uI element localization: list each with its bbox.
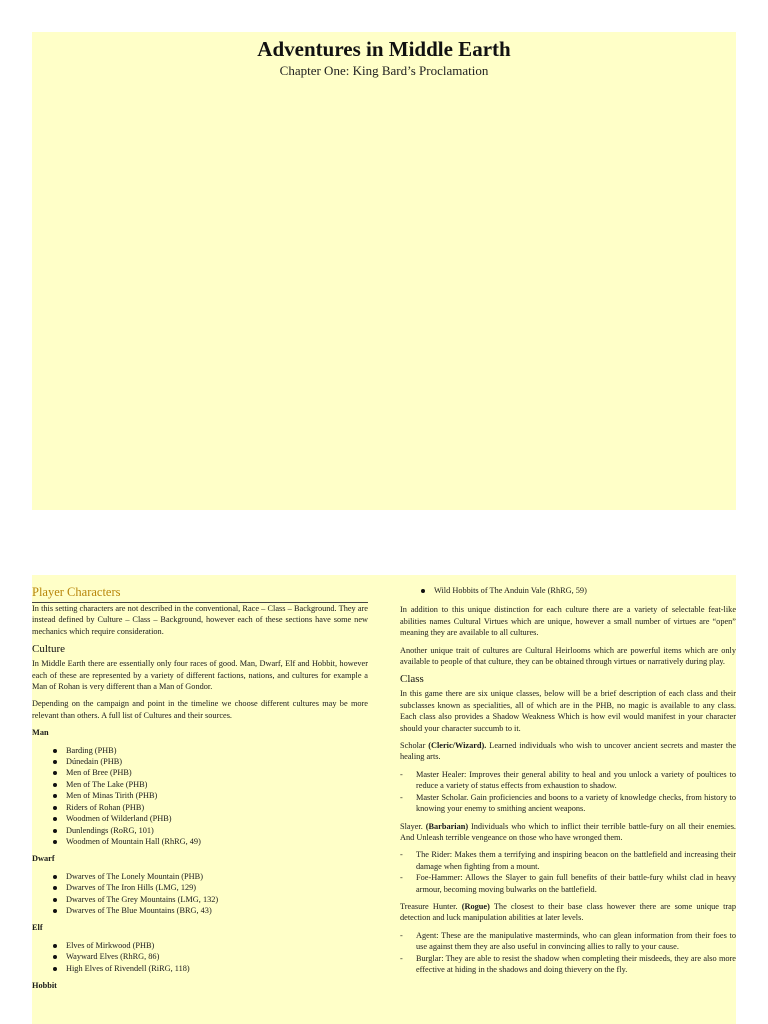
scholar-description: Learned individuals who wish to uncover ancient secrets and master the healing arts. — [400, 741, 736, 762]
list-item: Men of Bree (PHB) — [66, 767, 368, 778]
list-item: Dúnedain (PHB) — [66, 756, 368, 767]
list-item: - Master Scholar. Gain proficiencies and boons to a variety of knowledge checks, from history to knowing your enemy to smithing ancient weapons. — [416, 792, 736, 815]
list-item: Woodmen of Mountain Hall (RhRG, 49) — [66, 836, 368, 847]
list-item: - Agent: These are the manipulative masterminds, who can glean information from their foes to use against them they are also useful in convincing allies to rally to your cause. — [416, 930, 736, 953]
list-item: Dwarves of The Iron Hills (LMG, 129) — [66, 882, 368, 893]
treasure-hunter-paragraph — [400, 901, 736, 924]
slayer-paragraph — [400, 821, 736, 844]
list-item: - Foe-Hammer: Allows the Slayer to gain full benefits of their battle-fury whilst clad in heavy armour, becoming moving bulwarks on the battlefield. — [416, 872, 736, 895]
list-item: Wayward Elves (RhRG, 86) — [66, 951, 368, 962]
hobbit-culture-list — [400, 585, 736, 596]
treasure-hunter-class: (Rogue) — [461, 901, 490, 911]
list-item: Dunlendings (RoRG, 101) — [66, 825, 368, 836]
left-column — [32, 575, 368, 997]
scholar-paragraph — [400, 740, 736, 763]
man-label: Man — [32, 728, 49, 738]
slayer-name: Slayer. — [400, 821, 426, 831]
slayer-description: Individuals who which to inflict their terrible battle-fury on all their enemies. And Unleash terrible vengeance on those who have wronged them. — [400, 821, 736, 842]
slayer-class: (Barbarian) — [425, 821, 469, 831]
elf-label: Elf — [32, 923, 43, 933]
treasure-hunter-description: The closest to their base class however there are some unique trap detection and luck manipulation abilities at later levels. — [400, 901, 736, 923]
dwarf-label: Dwarf — [32, 854, 55, 864]
list-item: Elves of Mirkwood (PHB) — [66, 940, 368, 951]
list-item: Dwarves of The Grey Mountains (LMG, 132) — [66, 894, 368, 905]
class-heading: Class — [400, 673, 424, 686]
page-two — [32, 575, 736, 1024]
elf-culture-list — [32, 940, 368, 974]
scholar-class: (Cleric/Wizard). — [428, 741, 487, 751]
list-item: Riders of Rohan (PHB) — [66, 802, 368, 813]
list-item: High Elves of Rivendell (RiRG, 118) — [66, 963, 368, 974]
document-subtitle: Chapter One: King Bard’s Proclamation — [279, 63, 489, 78]
intro-paragraph: In this setting characters are not described in the conventional, Race – Class – Background. They are instead defined by Culture – Class – Background, however each of these sections have some new mechanics which require consideration. — [32, 604, 368, 636]
heirlooms-paragraph: Another unique trait of cultures are Cultural Heirlooms which are powerful items which are only available to people of that culture, they can be obtained through virtues or narratively during play. — [400, 645, 736, 667]
list-item: - The Rider: Makes them a terrifying and inspiring beacon on the battlefield and increasing their damage when fighting from a mount. — [416, 849, 736, 872]
hobbit-label: Hobbit — [32, 980, 57, 990]
man-culture-list — [32, 745, 368, 848]
treasure-hunter-specialities — [400, 930, 736, 976]
right-column — [400, 575, 736, 981]
culture-paragraph-1: In Middle Earth there are essentially only four races of good. Man, Dwarf, Elf and Hobbit, however each of these are represented by a variety of different factions, nations, and cultures for example a Man of Rohan is very different than a Man of Gondor. — [32, 659, 368, 692]
scholar-specialities — [400, 769, 736, 815]
list-item: Dwarves of The Lonely Mountain (PHB) — [66, 871, 368, 882]
document-title: Adventures in Middle Earth — [257, 37, 511, 61]
list-item: Men of Minas Tirith (PHB) — [66, 790, 368, 801]
list-item: Dwarves of The Blue Mountains (BRG, 43) — [66, 905, 368, 916]
list-item: Barding (PHB) — [66, 745, 368, 756]
page-one — [32, 32, 736, 510]
list-item: - Master Healer: Improves their general ability to heal and you unlock a variety of poultices to reduce a variety of status effects from exhaustion to shadow. — [416, 769, 736, 792]
player-characters-heading: Player Characters — [32, 585, 368, 603]
list-item: Wild Hobbits of The Anduin Vale (RhRG, 59) — [434, 585, 736, 596]
scholar-name: Scholar — [400, 741, 429, 751]
list-item: Men of The Lake (PHB) — [66, 779, 368, 790]
class-paragraph: In this game there are six unique classes, below will be a brief description of each class and their subclasses known as specialities, all of which are in the PHB, no magic is available to any class. Each class also provides a Shadow Weakness Which is how evil would manifest in your character should your character succumb to it. — [400, 689, 736, 733]
list-item: Woodmen of Wilderland (PHB) — [66, 813, 368, 824]
virtues-paragraph: In addition to this unique distinction for each culture there are a variety of selectable feat-like abilities names Cultural Virtues which are unique, however a small number of virtues are “open” meaning they are available to all cultures. — [400, 605, 736, 638]
treasure-hunter-name: Treasure Hunter. — [400, 901, 462, 911]
slayer-specialities — [400, 849, 736, 895]
culture-paragraph-2: Depending on the campaign and point in the timeline we choose different cultures may be more relevant than others. A full list of Cultures and their sources. — [32, 699, 368, 720]
culture-heading: Culture — [32, 643, 65, 656]
list-item: - Burglar: They are able to resist the shadow when completing their misdeeds, they are also more effective at hiding in the shadows and doing thievery on the fly. — [416, 953, 736, 976]
dwarf-culture-list — [32, 871, 368, 917]
